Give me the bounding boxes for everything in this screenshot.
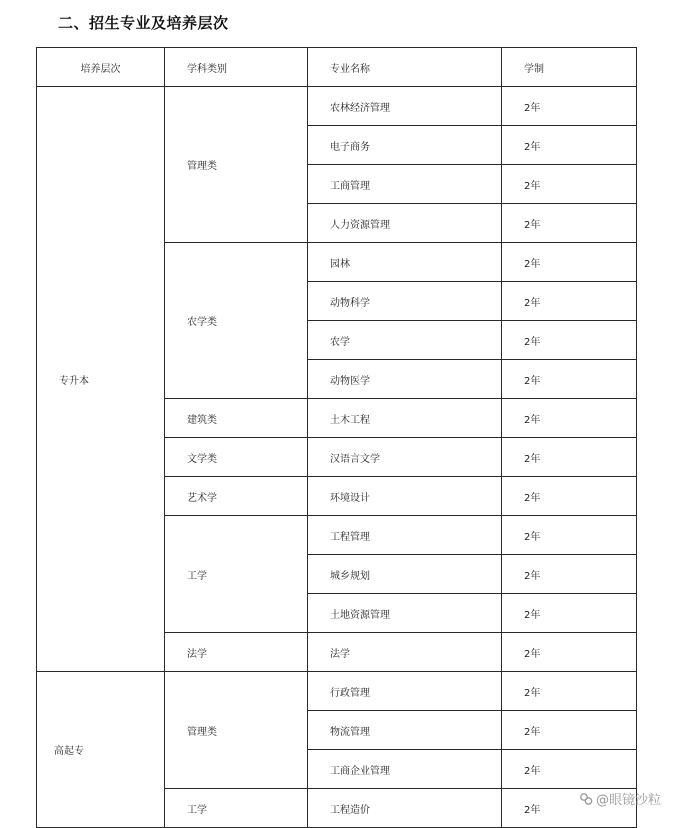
category-cell: 农学类 [165, 243, 308, 399]
major-cell: 人力资源管理 [308, 204, 502, 243]
duration-cell: 2年 [502, 594, 637, 633]
major-cell: 城乡规划 [308, 555, 502, 594]
major-cell: 法学 [308, 633, 502, 672]
duration-cell: 2年 [502, 87, 637, 126]
major-cell: 农林经济管理 [308, 87, 502, 126]
major-cell: 动物医学 [308, 360, 502, 399]
duration-cell: 2年 [502, 204, 637, 243]
category-cell: 工学 [165, 789, 308, 828]
level-cell-zhuanshengben: 专升本 [37, 87, 165, 672]
table-row [37, 87, 637, 126]
category-cell: 艺术学 [165, 477, 308, 516]
major-cell: 工程造价 [308, 789, 502, 828]
category-cell: 管理类 [165, 87, 308, 243]
duration-cell: 2年 [502, 399, 637, 438]
header-major: 专业名称 [308, 48, 502, 87]
major-cell: 土木工程 [308, 399, 502, 438]
major-cell: 电子商务 [308, 126, 502, 165]
table-row [37, 672, 637, 711]
duration-cell: 2年 [502, 321, 637, 360]
duration-cell: 2年 [502, 789, 637, 828]
category-cell: 工学 [165, 516, 308, 633]
watermark [579, 789, 661, 808]
major-cell: 园林 [308, 243, 502, 282]
duration-cell: 2年 [502, 750, 637, 789]
duration-cell: 2年 [502, 360, 637, 399]
duration-cell: 2年 [502, 126, 637, 165]
category-cell: 法学 [165, 633, 308, 672]
majors-table [36, 47, 637, 828]
major-cell: 工程管理 [308, 516, 502, 555]
section-heading: 二、招生专业及培养层次 [58, 14, 229, 32]
duration-cell: 2年 [502, 711, 637, 750]
header-level: 培养层次 [37, 48, 165, 87]
duration-cell: 2年 [502, 477, 637, 516]
category-cell: 文学类 [165, 438, 308, 477]
level-cell-gaoqizhuan: 高起专 [37, 672, 165, 828]
duration-cell: 2年 [502, 165, 637, 204]
major-cell: 环境设计 [308, 477, 502, 516]
watermark-text: @眼镜沙粒 [595, 793, 661, 808]
major-cell: 工商企业管理 [308, 750, 502, 789]
major-cell: 汉语言文学 [308, 438, 502, 477]
platform-logo-icon [579, 792, 593, 806]
duration-cell: 2年 [502, 516, 637, 555]
duration-cell: 2年 [502, 243, 637, 282]
header-duration: 学制 [502, 48, 637, 87]
duration-cell: 2年 [502, 282, 637, 321]
duration-cell: 2年 [502, 555, 637, 594]
major-cell: 农学 [308, 321, 502, 360]
duration-cell: 2年 [502, 672, 637, 711]
major-cell: 物流管理 [308, 711, 502, 750]
major-cell: 土地资源管理 [308, 594, 502, 633]
duration-cell: 2年 [502, 633, 637, 672]
major-cell: 行政管理 [308, 672, 502, 711]
major-cell: 动物科学 [308, 282, 502, 321]
table-header-row [37, 48, 637, 87]
duration-cell: 2年 [502, 438, 637, 477]
header-category: 学科类别 [165, 48, 308, 87]
category-cell: 管理类 [165, 672, 308, 789]
category-cell: 建筑类 [165, 399, 308, 438]
major-cell: 工商管理 [308, 165, 502, 204]
